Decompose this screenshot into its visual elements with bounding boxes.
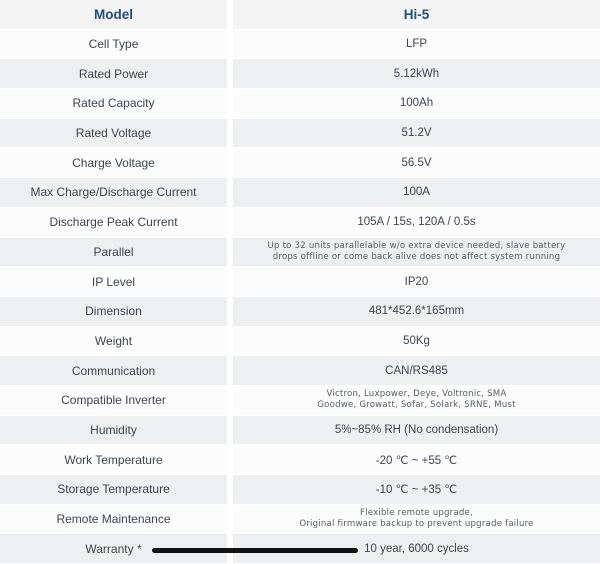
value-line: Original firmware backup to prevent upgrade failure (299, 519, 534, 530)
row-value: 10 year, 6000 cycles (227, 534, 600, 563)
row-value (227, 505, 600, 534)
row-value: CAN/RS485 (227, 356, 600, 385)
row-value: -20 ℃ ~ +55 ℃ (227, 445, 600, 474)
table-row (0, 267, 600, 297)
row-label: Parallel (0, 238, 227, 267)
row-value: 100Ah (227, 89, 600, 118)
row-label: Communication (0, 356, 227, 385)
value-line: Victron, Luxpower, Deye, Voltronic, SMA (326, 389, 507, 400)
row-label: Rated Power (0, 59, 227, 88)
table-row (0, 386, 600, 416)
row-label: Storage Temperature (0, 475, 227, 504)
table-row (0, 89, 600, 119)
value-line: drops offline or come back alive does not affect system running (272, 251, 561, 262)
row-label: IP Level (0, 267, 227, 296)
row-value: 51.2V (227, 119, 600, 148)
home-indicator-bar[interactable] (152, 548, 358, 553)
table-row (0, 356, 600, 386)
row-value (227, 238, 600, 267)
table-row (0, 445, 600, 475)
table-row (0, 475, 600, 505)
table-header-row (0, 0, 600, 30)
row-label: Remote Maintenance (0, 505, 227, 534)
table-row (0, 59, 600, 89)
row-value: 100A (227, 178, 600, 207)
row-value: 5%~85% RH (No condensation) (227, 416, 600, 445)
row-value: 481*452.6*165mm (227, 297, 600, 326)
table-row (0, 327, 600, 357)
row-value: LFP (227, 30, 600, 59)
row-label: Discharge Peak Current (0, 208, 227, 237)
table-row (0, 505, 600, 535)
row-label: Dimension (0, 297, 227, 326)
table-row (0, 297, 600, 327)
table-row (0, 208, 600, 238)
row-value: 105A / 15s, 120A / 0.5s (227, 208, 600, 237)
row-value: IP20 (227, 267, 600, 296)
row-label: Max Charge/Discharge Current (0, 178, 227, 207)
value-line: Goodwe, Growatt, Sofar, Solark, SRNE, Must (317, 400, 516, 411)
row-value: -10 ℃ ~ +35 ℃ (227, 475, 600, 504)
header-model-label: Model (0, 0, 227, 29)
table-row (0, 148, 600, 178)
table-row (0, 238, 600, 268)
row-label: Warranty * (0, 534, 227, 563)
value-line: Flexible remote upgrade, (360, 508, 473, 519)
row-label: Compatible Inverter (0, 386, 227, 415)
table-row (0, 119, 600, 149)
row-label: Rated Voltage (0, 119, 227, 148)
row-value: 5.12kWh (227, 59, 600, 88)
table-row (0, 416, 600, 446)
row-label: Charge Voltage (0, 148, 227, 177)
header-model-value: Hi-5 (227, 0, 600, 29)
row-label: Weight (0, 327, 227, 356)
row-label: Cell Type (0, 30, 227, 59)
row-value: 50Kg (227, 327, 600, 356)
value-line: Up to 32 units parallelable w/o extra device needed, slave battery (267, 240, 566, 251)
table-row (0, 178, 600, 208)
row-value: 56.5V (227, 148, 600, 177)
table-row (0, 30, 600, 60)
row-value (227, 386, 600, 415)
row-label: Rated Capacity (0, 89, 227, 118)
row-label: Work Temperature (0, 445, 227, 474)
row-label: Humidity (0, 416, 227, 445)
